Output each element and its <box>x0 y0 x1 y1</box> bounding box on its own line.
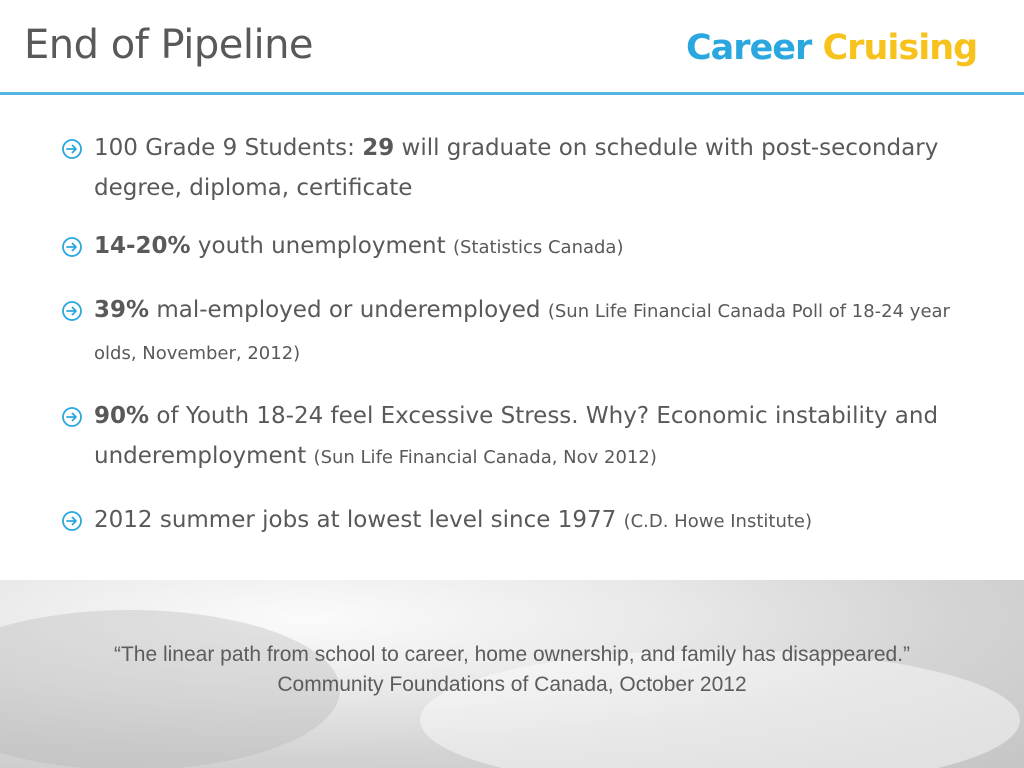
circle-arrow-right-icon <box>60 235 84 259</box>
bullet-text-bold: 29 <box>362 135 395 161</box>
bullet-item <box>60 128 960 208</box>
career-cruising-logo <box>686 28 977 68</box>
slide-title: End of Pipeline <box>24 22 314 68</box>
bullet-text-bold: 39% <box>94 297 150 323</box>
title-divider <box>0 92 1024 95</box>
bullet-text-bold: 90% <box>94 403 150 429</box>
circle-arrow-right-icon <box>60 405 84 429</box>
bullet-source: (Statistics Canada) <box>452 237 624 258</box>
bullet-source: (Sun Life Financial Canada Poll of 18-24 year olds, November, 2012) <box>94 301 950 364</box>
quote-banner <box>0 580 1024 768</box>
bullet-list <box>60 128 960 564</box>
bullet-text-bold: 14-20% <box>94 233 191 259</box>
quote-block <box>0 640 1024 700</box>
bullet-item <box>60 500 960 542</box>
bullet-text-pre: 100 Grade 9 Students: <box>94 135 363 161</box>
bullet-text-post: mal-employed or underemployed <box>149 297 548 323</box>
bullet-text-post: will graduate on schedule with post-secondary degree, diploma, certificate <box>94 135 939 201</box>
circle-arrow-right-icon <box>60 509 84 533</box>
logo-word-career: Career <box>686 28 812 68</box>
logo-word-cruising: Cruising <box>822 28 978 68</box>
bullet-source: (Sun Life Financial Canada, Nov 2012) <box>313 447 657 468</box>
bullet-text-post: of Youth 18-24 feel Excessive Stress. Why? Economic instability and underemployment <box>94 403 939 469</box>
bullet-source: (C.D. Howe Institute) <box>623 511 813 532</box>
circle-arrow-right-icon <box>60 137 84 161</box>
bullet-text-post: youth unemployment <box>190 233 453 259</box>
bullet-text-pre: 2012 summer jobs at lowest level since 1977 <box>94 507 624 533</box>
bullet-item <box>60 290 960 374</box>
bullet-item <box>60 226 960 268</box>
circle-arrow-right-icon <box>60 299 84 323</box>
bullet-item <box>60 396 960 478</box>
quote-attribution: Community Foundations of Canada, October 2012 <box>277 673 747 696</box>
quote-text: “The linear path from school to career, home ownership, and family has disappeared.” <box>113 643 911 666</box>
